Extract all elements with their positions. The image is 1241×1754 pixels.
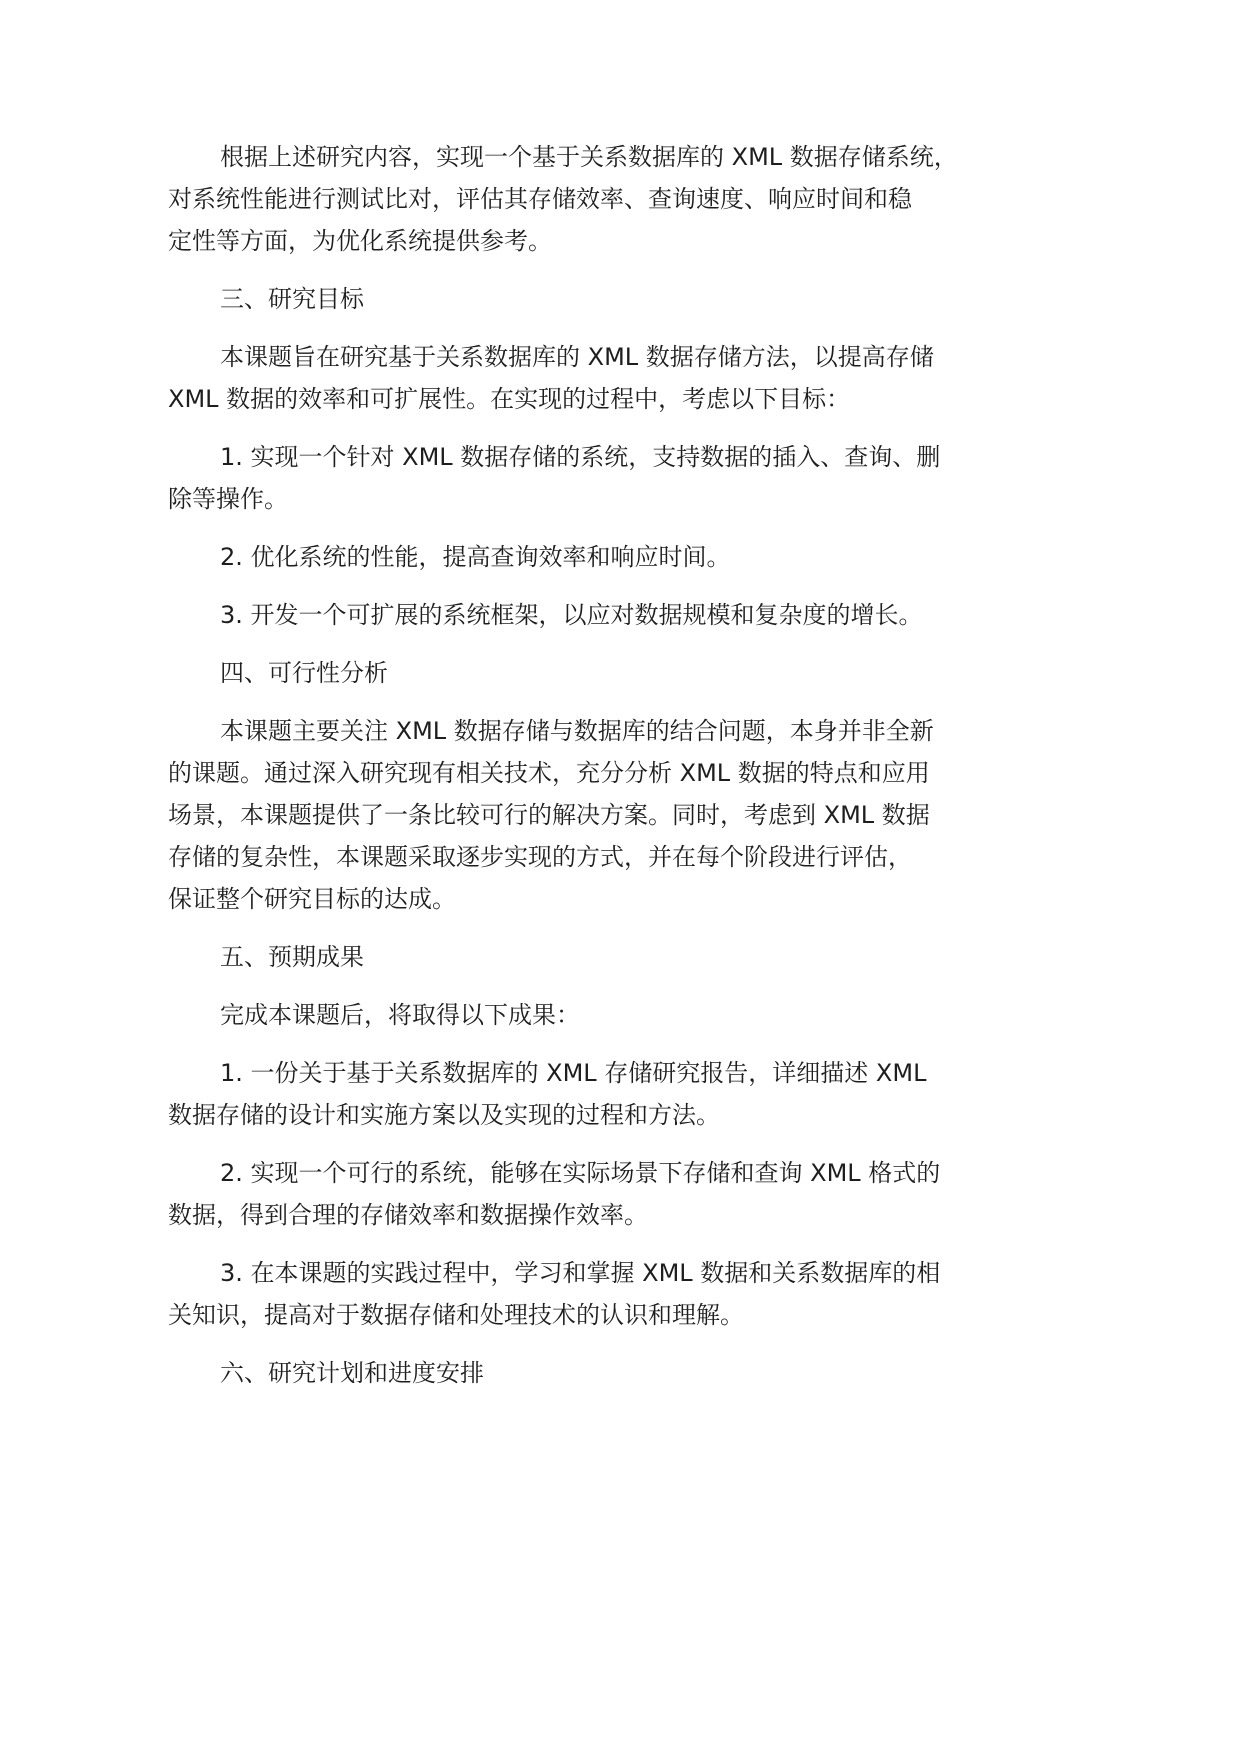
section-heading-plan [168,1352,1068,1394]
text-line: 1. 实现一个针对 XML 数据存储的系统，支持数据的插入、查询、删 [220,443,941,471]
section-heading: 四、可行性分析 [220,659,388,687]
text-line: 本课题主要关注 XML 数据存储与数据库的结合问题，本身并非全新 [220,717,934,745]
outcome-item [168,1252,1068,1336]
goal-item [168,594,1068,636]
text-line: 根据上述研究内容，实现一个基于关系数据库的 XML 数据存储系统， [220,143,958,171]
text-line: 本课题旨在研究基于关系数据库的 XML 数据存储方法，以提高存储 [220,343,934,371]
outcome-item [168,1152,1068,1236]
document-body [168,136,1068,1410]
text-line: 2. 实现一个可行的系统，能够在实际场景下存储和查询 XML 格式的 [220,1159,941,1187]
text-line: 的课题。通过深入研究现有相关技术，充分分析 XML 数据的特点和应用 [168,759,930,787]
section-heading-feasibility [168,652,1068,694]
section-heading: 五、预期成果 [220,943,364,971]
text-line: 存储的复杂性，本课题采取逐步实现的方式，并在每个阶段进行评估， [168,843,912,871]
text-line: 数据存储的设计和实施方案以及实现的过程和方法。 [168,1101,720,1129]
section-heading-goals [168,278,1068,320]
section-heading: 六、研究计划和进度安排 [220,1359,484,1387]
text-line: 1. 一份关于基于关系数据库的 XML 存储研究报告，详细描述 XML [220,1059,927,1087]
text-line: 2. 优化系统的性能，提高查询效率和响应时间。 [220,543,731,571]
text-line: 保证整个研究目标的达成。 [168,885,456,913]
text-line: 完成本课题后，将取得以下成果： [220,1001,580,1029]
intro-paragraph [168,136,1068,262]
feasibility-paragraph [168,710,1068,920]
text-line: 场景，本课题提供了一条比较可行的解决方案。同时，考虑到 XML 数据 [168,801,930,829]
text-line: 除等操作。 [168,485,288,513]
text-line: 3. 开发一个可扩展的系统框架，以应对数据规模和复杂度的增长。 [220,601,923,629]
text-line: 定性等方面，为优化系统提供参考。 [168,227,552,255]
text-line: 关知识，提高对于数据存储和处理技术的认识和理解。 [168,1301,744,1329]
text-line: 数据，得到合理的存储效率和数据操作效率。 [168,1201,648,1229]
section-heading: 三、研究目标 [220,285,364,313]
goals-paragraph [168,336,1068,420]
outcome-item [168,1052,1068,1136]
section-heading-outcomes [168,936,1068,978]
outcomes-intro [168,994,1068,1036]
text-line: 3. 在本课题的实践过程中，学习和掌握 XML 数据和关系数据库的相 [220,1259,941,1287]
text-line: XML 数据的效率和可扩展性。在实现的过程中，考虑以下目标： [168,385,851,413]
goal-item [168,436,1068,520]
text-line: 对系统性能进行测试比对，评估其存储效率、查询速度、响应时间和稳 [168,185,912,213]
goal-item [168,536,1068,578]
